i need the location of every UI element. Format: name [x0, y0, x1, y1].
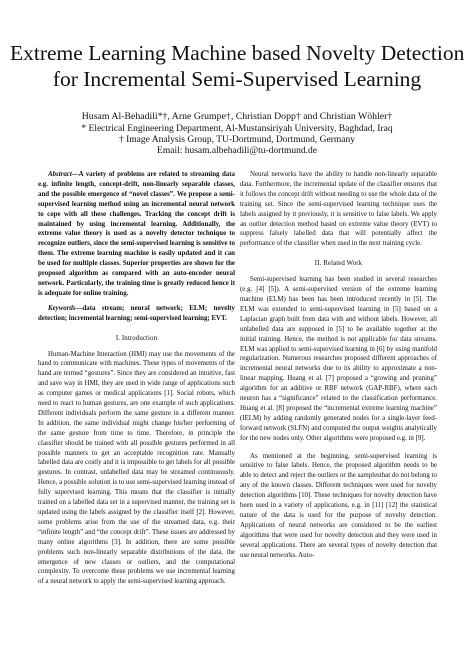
right-column: [240, 170, 437, 561]
keywords-text: —data stream; neural network; ELM; novelty detection; incremental learning; semi-supervised learning; EVT.: [38, 304, 235, 322]
abstract-label: Abstract: [48, 171, 72, 178]
introduction-paragraph: Human-Machine Interaction (HMI) may use the movements of the hand to communicate with machines. These types of movements of the hand are termed “gestures”. Since they are considered an intuitive, fast and save way in HMI, they are used in wide range of applications such as computer games or medical applications [1]. Social robots, which need to react to human gestures, are one example of such applications. Different individuals perform the same gesture in a different manner. In addition, the same individual might change his/her performing of the same gesture from time to time. Therefore, in principle the classifier should be trained with all possible gestures performed in all possible manners to get an acceptable recognition rate. Manually labelled data are costly and it is impossible to get labels for all possible gestures. In contrast, unlabelled data may be streamed continuously. Hence, a possible solution is to use semi-supervised learning instead of fully supervised learning. This means that the classifier is initially trained on a labelled data set in a supervised manner, the training set is updated using the labels assigned by the classifier itself [2]. However, some problems arise from the use of the streamed data, e.g. their “infinite length” and “the concept drift”. These issues are addressed by many online algorithms [3]. In addition, there are some possible problems such non-linearly separable distributions of the data, the emergence of new classes or outliers, and the computational complexity. To overcome these problems we use incremental learning of a neural network to apply the semi-supervised learning approach.: [38, 350, 235, 586]
section-heading-related-work: II. Related Work: [314, 260, 363, 268]
right-paragraph-1: Neural networks have the ability to handle non-linearly separable data. Furthermore, the incremental update of the classifier ensures that it follows the concept drift without needing to use the whole data of the training set. Since the semi-supervised learning technique uses the labels assigned by it previously, it is sensitive to false labels. We apply an outlier detection method based on extreme value theory (EVT) to suppress falsely labelled data that will potentially affect the performance of the classifier when used in the next training cycle.: [240, 171, 437, 248]
title-line-1: Extreme Learning Machine based Novelty Detection: [10, 41, 465, 65]
paper-title: [10, 40, 464, 92]
keywords-label: Keywords: [48, 304, 76, 312]
author-email: Email: husam.albehadili@tu-dortmund.de: [157, 146, 317, 156]
affiliation-1: * Electrical Engineering Department, Al-Mustansiriyah University, Baghdad, Iraq: [81, 124, 393, 134]
author-block: [10, 111, 464, 157]
abstract-text: —A variety of problems are related to streaming data e.g. infinite length, concept-drift, non-linearly separable classes, and the possible emergence of “novel classes”. We propose a semi-supervised learning method using an incremental neural network to cope with all these challenges. Tracking the concept drift is maintained by using incremental learning. Additionally, the extreme value theory is used as a novelty detector technique to recognize outliers, since the semi-supervised learning is sensitive to them. The extreme learning machine is easily updated and it can be used for multiple classes. Superior properties are shown for the proposed algorithm as compared with an auto-encoder neural network. Particularly, the training time is greatly reduced hence it is adequate for online training.: [38, 171, 235, 297]
related-work-paragraph-2: As mentioned at the beginning, semi-supervised learning is sensitive to false labels. Hence, the proposed algorithm needs to be able to detect and reject the outliers or the samplesthat do not belong to any of the known classes. Different techniques were used for novelty detection algorithms [10]. These techniques for novelty detection have been used in a variety of applications, e.g. in [11] [12] the statistical nature of the data is used for the purpose of novelty detection. Applications of neural networks are considered to be the earliest algorithms that were used for novelty detection and they were used in several applications. There are several types of novelty detection that use neural networks. Auto-: [240, 452, 437, 559]
section-heading-introduction: I. Introduction: [115, 334, 158, 342]
left-column: [38, 170, 235, 587]
title-line-2: for Incremental Semi-Supervised Learning: [52, 67, 422, 91]
related-work-paragraph-1: Semi-supervised learning has been studied in several researches (e.g. [4] [5]). A semi-supervised version of the extreme learning machine (ELM) has been has been introduced recently in [5]. The ELM was extended to semi-supervised learning in [5] based on a Laplacian graph built from data with and without labels. However, all unlabelled data are supposed in [5] to be available together at the initial training. Hence, the method is not applicable for data streams. ELM was applied to semi-supervised learning in [6] by using manifold regularization. Numerous researches proposed different approaches of incremental neural networks due to its ability to approximate a non-linear mapping. Huang et al. [7] proposed a “growing and pruning” algorithm for an additive or RBF network (GAP-RBF), where each neuron has a “significance” related to the classification performance. Huang et al. [8] proposed the “incremental extreme learning machine” (IELM) by adding randomly generated nodes for a single-layer feed-forward network (SLFN) and computed the output weights analytically for the new nodes only. Other algorithms were proposed e.g. in [9].: [240, 276, 437, 442]
author-names: Husam Al-Behadili*†, Arne Grumpe†, Christian Dopp† and Christian Wöhler†: [81, 111, 393, 122]
affiliation-2: † Image Analysis Group, TU-Dortmund, Dortmund, Germany: [119, 135, 355, 145]
keywords: [38, 304, 235, 324]
abstract: [38, 170, 235, 299]
